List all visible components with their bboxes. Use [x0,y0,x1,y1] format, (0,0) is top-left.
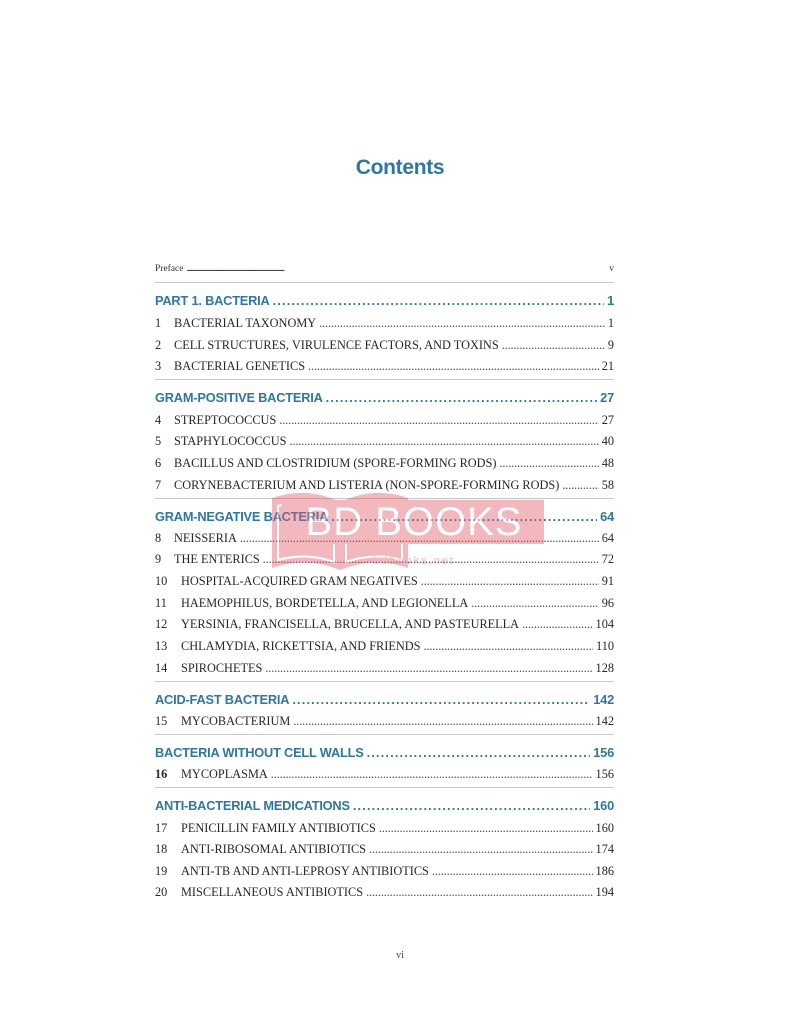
chapter-entry[interactable] [155,316,614,331]
chapter-title: BACTERIAL TAXONOMY [174,316,317,330]
chapter-title: CORYNEBACTERIUM AND LISTERIA (NON-SPORE-FORMING RODS) [174,478,560,492]
page-number: 9 [607,338,614,352]
dot-leader [186,264,606,274]
chapter-title: NEISSERIA [174,531,237,545]
dot-leader [240,531,599,546]
dot-leader [319,316,605,331]
chapter-number: 2 [155,338,162,352]
chapter-entry[interactable] [155,552,614,567]
chapter-title: CELL STRUCTURES, VIRULENCE FACTORS, AND TOXINS [174,338,499,352]
dot-leader [279,413,598,428]
page-number: 64 [601,531,614,545]
page-number: 96 [601,596,614,610]
chapter-number: 4 [155,413,162,427]
chapter-entry[interactable] [155,821,614,836]
chapter-entry[interactable] [155,661,614,676]
divider [155,379,614,380]
chapter-number: 17 [155,821,168,835]
page-number: 104 [595,617,614,631]
chapter-number: 5 [155,434,162,448]
dot-leader [471,596,598,611]
chapter-entry[interactable] [155,413,614,428]
chapter-entry[interactable] [155,596,614,611]
page-number: 27 [601,413,614,427]
section-heading[interactable]: ACID-FAST BACTERIA . . . 142 [155,692,614,707]
page-number: 21 [601,359,614,373]
divider [155,498,614,499]
dot-leader [289,434,598,449]
page-number: 160 [595,821,614,835]
page-number: 48 [601,456,614,470]
chapter-number: 3 [155,359,162,373]
page-number: 174 [595,842,614,856]
section-heading[interactable]: GRAM-NEGATIVE BACTERIA . . . 64 [155,509,614,524]
chapter-number: 10 [155,574,168,588]
chapter-title: BACTERIAL GENETICS [174,359,306,373]
page-number: 27 [600,390,614,405]
chapter-number: 20 [155,885,168,899]
dot-leader [562,478,598,493]
chapter-number: 1 [155,316,162,330]
toc-entry-preface[interactable] [155,264,614,274]
chapter-number: 11 [155,596,167,610]
chapter-title: ANTI-RIBOSOMAL ANTIBIOTICS [181,842,367,856]
chapter-entry[interactable] [155,359,614,374]
dot-leader [367,745,591,760]
chapter-title: THE ENTERICS [174,552,260,566]
chapter-number: 18 [155,842,168,856]
page-number: 40 [601,434,614,448]
chapter-number: 14 [155,661,168,675]
dot-leader [379,821,593,836]
dot-leader [423,639,593,654]
chapter-entry[interactable] [155,767,614,782]
chapter-title: STREPTOCOCCUS [174,413,277,427]
dot-leader [263,552,599,567]
chapter-title: ANTI-TB AND ANTI-LEPROSY ANTIBIOTICS [181,864,429,878]
dot-leader [331,509,597,524]
dot-leader [353,798,590,813]
chapter-entry[interactable] [155,456,614,471]
dot-leader [308,359,599,374]
chapter-number: 8 [155,531,162,545]
chapter-entry[interactable] [155,574,614,589]
page-number: 58 [601,478,614,492]
page-number: 72 [601,552,614,566]
page-number: 110 [596,639,614,653]
chapter-title: HOSPITAL-ACQUIRED GRAM NEGATIVES [181,574,418,588]
section-heading[interactable]: PART 1. BACTERIA . . . 1 [155,293,614,308]
chapter-number: 15 [155,714,168,728]
chapter-number: 19 [155,864,168,878]
page-number: 91 [601,574,614,588]
page-title: Contents [355,156,445,179]
dot-leader [499,456,598,471]
section-heading[interactable]: ANTI-BACTERIAL MEDICATIONS . . . 160 [155,798,614,813]
chapter-number: 9 [155,552,162,566]
chapter-title: YERSINIA, FRANCISELLA, BRUCELLA, AND PASTEURELLA [181,617,520,631]
chapter-title: CHLAMYDIA, RICKETTSIA, AND FRIENDS [181,639,421,653]
chapter-entry[interactable] [155,338,614,353]
chapter-entry[interactable] [155,864,614,879]
chapter-entry[interactable] [155,617,614,632]
chapter-title: MISCELLANEOUS ANTIBIOTICS [181,885,364,899]
dot-leader [432,864,593,879]
dot-leader [292,692,590,707]
dot-leader [366,885,592,900]
chapter-entry[interactable] [155,478,614,493]
page-number: 160 [593,798,614,813]
section-heading[interactable]: BACTERIA WITHOUT CELL WALLS . . . 156 [155,745,614,760]
page-number: 1 [607,316,614,330]
page-number: 194 [595,885,614,899]
section-heading[interactable]: GRAM-POSITIVE BACTERIA . . . 27 [155,390,614,405]
chapter-number: 7 [155,478,162,492]
chapter-title: HAEMOPHILUS, BORDETELLA, AND LEGIONELLA [181,596,469,610]
chapter-entry[interactable] [155,639,614,654]
page-number: 142 [595,714,614,728]
chapter-title: BACILLUS AND CLOSTRIDIUM (SPORE-FORMING RODS) [174,456,497,470]
divider [155,734,614,735]
chapter-number: 13 [155,639,168,653]
page-number: 64 [600,509,614,524]
chapter-title: SPIROCHETES [181,661,263,675]
chapter-title: PENICILLIN FAMILY ANTIBIOTICS [181,821,376,835]
page-number: 1 [607,293,614,308]
chapter-entry[interactable] [155,714,614,729]
page-number: 156 [595,767,614,781]
dot-leader [326,390,598,405]
dot-leader [265,661,592,676]
chapter-entry[interactable] [155,842,614,857]
chapter-entry[interactable] [155,531,614,546]
page-number: 156 [593,745,614,760]
chapter-number: 6 [155,456,162,470]
dot-leader [369,842,593,857]
preface-label: Preface [155,264,184,274]
page-number-footer: vi [396,950,404,961]
dot-leader [502,338,605,353]
divider [155,681,614,682]
page-number: 128 [595,661,614,675]
page-number: 142 [593,692,614,707]
dot-leader [293,714,592,729]
divider [155,787,614,788]
chapter-entry[interactable] [155,885,614,900]
dot-leader [421,574,599,589]
chapter-entry[interactable] [155,434,614,449]
chapter-title: STAPHYLOCOCCUS [174,434,287,448]
chapter-number: 16 [155,767,168,781]
page-number: 186 [595,864,614,878]
dot-leader [522,617,592,632]
divider [155,282,614,283]
watermark-url: bdbooks.net [373,555,455,567]
dot-leader [271,767,593,782]
dot-leader [273,293,604,308]
page-number: v [609,264,614,274]
chapter-number: 12 [155,617,168,631]
chapter-title: MYCOBACTERIUM [181,714,291,728]
watermark-text: BD BOOKS [305,500,523,544]
chapter-title: MYCOPLASMA [181,767,268,781]
